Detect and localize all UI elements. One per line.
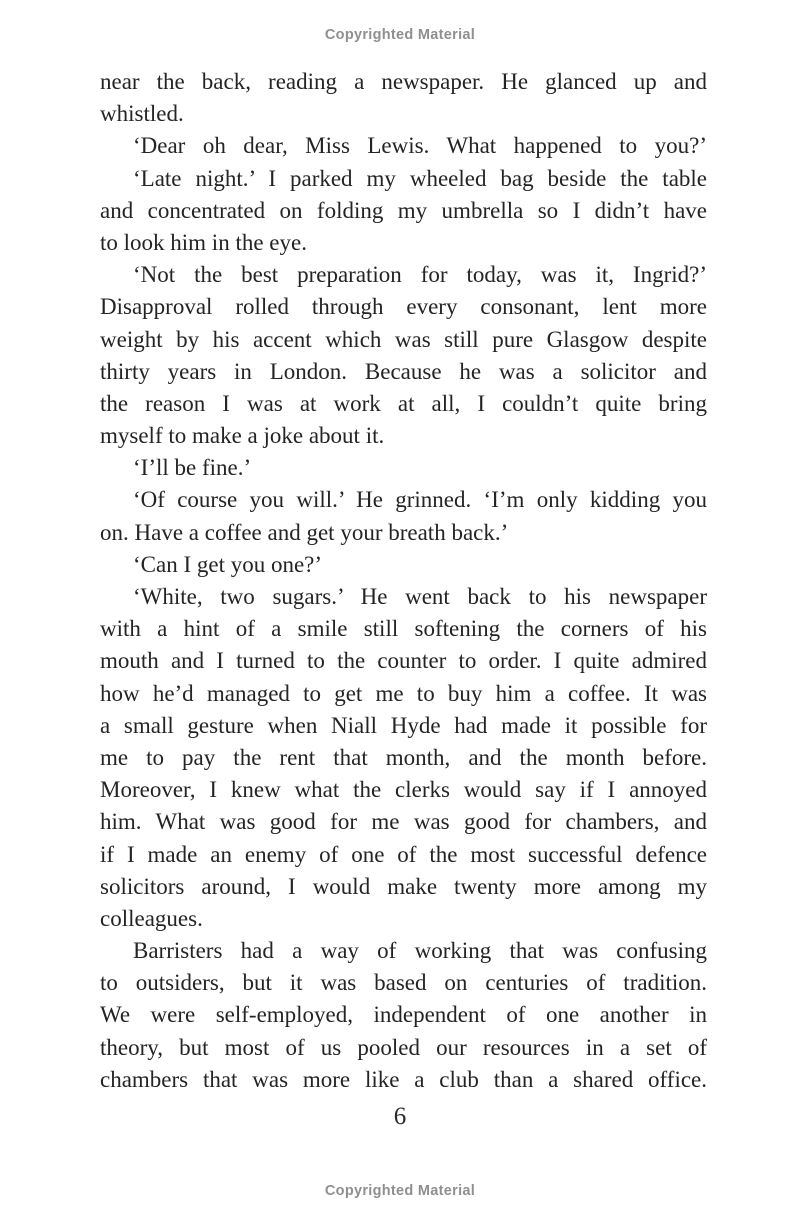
text-line: theory, but most of us pooled our resources in a set of bbox=[100, 1034, 707, 1060]
text-line: on. Have a coffee and get your breath back.’ bbox=[100, 519, 509, 545]
text-line: with a hint of a smile still softening the corners of his bbox=[100, 616, 707, 642]
text-line: ‘Not the best preparation for today, was it, Ingrid?’ bbox=[133, 262, 707, 288]
text-line: ‘White, two sugars.’ He went back to his newspaper bbox=[133, 584, 707, 609]
text-line: mouth and I turned to the counter to order. I quite admired bbox=[100, 648, 707, 674]
text-line: to outsiders, but it was based on centuries of tradition. bbox=[100, 970, 707, 996]
text-line: ‘I’ll be fine.’ bbox=[133, 455, 252, 481]
text-line: solicitors around, I would make twenty more among my bbox=[100, 873, 707, 899]
text-line: me to pay the rent that month, and the month before. bbox=[100, 744, 707, 770]
text-line: Disapproval rolled through every consonant, lent more bbox=[100, 294, 707, 320]
page-number: 6 bbox=[393, 1103, 407, 1130]
text-line: We were self-employed, independent of one another in bbox=[100, 1002, 707, 1028]
text-line: ‘Late night.’ I parked my wheeled bag beside the table bbox=[133, 165, 707, 191]
text-line: Moreover, I knew what the clerks would say if I annoyed bbox=[100, 777, 707, 803]
text-line: chambers that was more like a club than a shared office. bbox=[100, 1066, 707, 1092]
text-line: near the back, reading a newspaper. He glanced up and bbox=[100, 69, 707, 94]
text-line: and concentrated on folding my umbrella so I didn’t have bbox=[100, 197, 707, 223]
text-line: ‘Dear oh dear, Miss Lewis. What happened to you?’ bbox=[133, 133, 707, 159]
text-line: if I made an enemy of one of the most successful defence bbox=[100, 841, 707, 867]
text-line: thirty years in London. Because he was a solicitor and bbox=[100, 358, 707, 384]
copyright-notice-bottom: Copyrighted Material bbox=[324, 1183, 476, 1199]
text-line: him. What was good for me was good for chambers, and bbox=[100, 809, 707, 835]
text-line: a small gesture when Niall Hyde had made it possible for bbox=[100, 712, 707, 738]
text-line: ‘Of course you will.’ He grinned. ‘I’m only kidding you bbox=[133, 487, 707, 513]
text-line: how he’d managed to get me to buy him a coffee. It was bbox=[100, 680, 707, 706]
body-text bbox=[100, 66, 707, 1096]
text-line: ‘Can I get you one?’ bbox=[133, 551, 323, 577]
text-line: colleagues. bbox=[100, 905, 203, 931]
text-line: to look him in the eye. bbox=[100, 229, 307, 255]
text-line: myself to make a joke about it. bbox=[100, 423, 385, 449]
text-line: Barristers had a way of working that was confusing bbox=[133, 938, 707, 964]
text-line: weight by his accent which was still pure Glasgow despite bbox=[100, 326, 707, 352]
copyright-notice-top: Copyrighted Material bbox=[324, 27, 476, 43]
text-line: the reason I was at work at all, I couldn’t quite bring bbox=[100, 390, 707, 416]
text-line: whistled. bbox=[100, 101, 184, 127]
